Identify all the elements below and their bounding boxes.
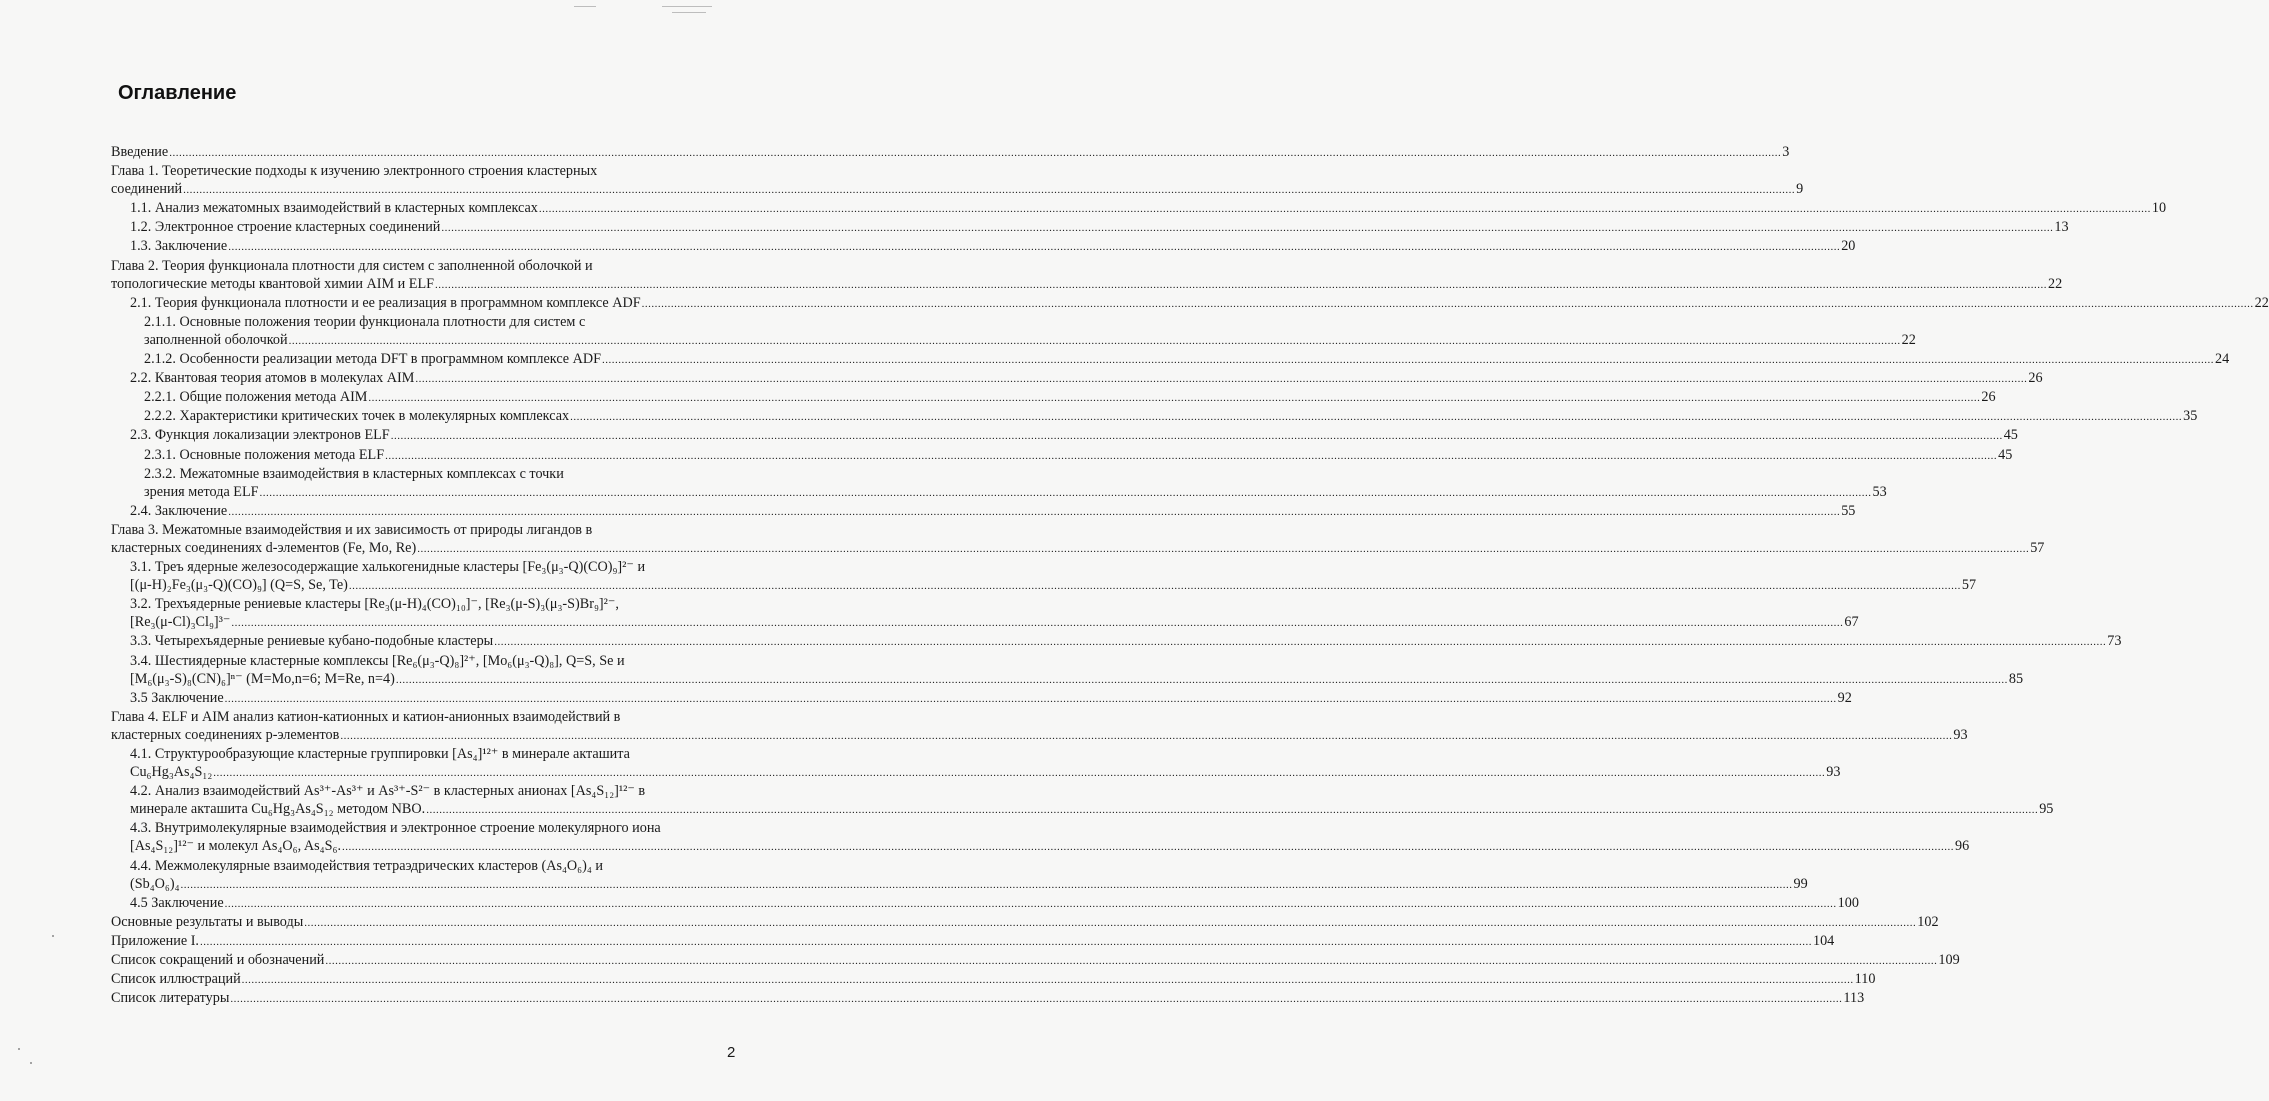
toc-page-number: 35 [2183, 408, 2198, 425]
toc-entry-text: 2.2. Квантовая теория атомов в молекулах AIM [130, 370, 415, 387]
toc-page-number: 102 [1917, 913, 1939, 930]
toc-entry-text: Глава 2. Теория функционала плотности для систем с заполненной оболочкой и [111, 257, 593, 274]
dot-leader [230, 990, 1842, 1008]
toc-page-number: 95 [2039, 801, 2054, 818]
scan-speck [18, 1048, 20, 1050]
dot-leader [183, 181, 1795, 199]
dot-leader [426, 801, 2038, 819]
toc-entry[interactable] [111, 199, 2167, 218]
toc-entry-text: (Sb₄O₆)₄ [130, 875, 180, 892]
toc-entry[interactable] [111, 595, 1859, 632]
toc-entry-text: Глава 4. ELF и AIM анализ катион-катионных и катион-анионных взаимодействий в [111, 708, 621, 725]
toc-entry[interactable] [111, 970, 1876, 989]
dot-leader [228, 503, 1840, 521]
toc-entry-text: 4.3. Внутримолекулярные взаимодействия и электронное строение молекулярного иона [130, 820, 661, 837]
dot-leader [289, 332, 1901, 350]
table-of-contents [111, 143, 2269, 1008]
toc-entry[interactable] [111, 689, 1852, 708]
toc-entry-text: Глава 3. Межатомные взаимодействия и их зависимость от природы лигандов в [111, 521, 593, 538]
toc-entry-text: 4.5 Заключение [130, 894, 224, 911]
toc-entry-text: 2.2.2. Характеристики критических точек в молекулярных комплексах [144, 408, 570, 425]
toc-entry[interactable] [111, 521, 2045, 558]
toc-page-number: 57 [2030, 539, 2045, 556]
toc-entry[interactable] [111, 143, 1790, 162]
toc-entry-text: топологические методы квантовой химии AIM и ELF [111, 275, 435, 292]
toc-entry-text: [As₄S₁₂]¹²⁻ и молекул As₄O₆, As₄S₆. [130, 838, 341, 855]
toc-entry-text: зрения метода ELF [144, 483, 259, 500]
toc-entry[interactable] [111, 257, 2063, 294]
dot-leader [228, 238, 1840, 256]
toc-page-number: 22 [1901, 331, 1916, 348]
toc-entry-text: 2.3.1. Основные положения метода ELF [144, 446, 385, 463]
dot-leader [441, 219, 2053, 237]
toc-entry-text: Приложение I. [111, 932, 199, 949]
toc-page-number: 22 [2048, 275, 2063, 292]
toc-entry-text: 1.2. Электронное строение кластерных соединений [130, 219, 441, 236]
dot-leader [385, 447, 1997, 465]
dot-leader [225, 895, 1837, 913]
toc-entry[interactable] [111, 745, 1841, 782]
toc-entry[interactable] [111, 465, 1887, 502]
toc-page-number: 26 [1981, 389, 1996, 406]
toc-entry-text: 4.1. Структурообразующие кластерные группировки [As₄]¹²⁺ в минерале акташита [130, 746, 630, 762]
dot-leader [539, 200, 2151, 218]
toc-page-number: 3 [1782, 144, 1790, 160]
toc-page-number: 53 [1872, 483, 1887, 500]
toc-entry-text: Глава 1. Теоретические подходы к изучению электронного строения кластерных [111, 163, 598, 180]
toc-page-number: 57 [1961, 577, 1977, 594]
toc-entry[interactable] [111, 932, 1835, 951]
toc-entry-text: 2.4. Заключение [130, 502, 228, 519]
toc-page-number: 9 [1796, 181, 1804, 198]
toc-entry-text: 2.1. Теория функционала плотности и ее реализация в программном комплексе ADF [130, 294, 641, 311]
page-title: Оглавление [118, 82, 237, 104]
toc-entry-text: соединений [111, 181, 183, 198]
toc-entry-text: 2.1.1. Основные положения теории функционала плотности для систем с [144, 313, 586, 330]
dot-leader [169, 144, 1781, 162]
toc-entry[interactable] [111, 502, 1856, 521]
dot-leader [396, 671, 2008, 689]
dot-leader [342, 838, 1954, 856]
toc-page-number: 99 [1793, 875, 1808, 892]
toc-page-number: 109 [1938, 952, 1960, 969]
toc-entry[interactable] [111, 558, 1977, 595]
toc-entry-text: 1.1. Анализ межатомных взаимодействий в кластерных комплексах [130, 200, 538, 217]
toc-entry-text: заполненной оболочкой [144, 331, 288, 348]
toc-page-number: 104 [1812, 932, 1835, 949]
dot-leader [642, 295, 2254, 313]
dot-leader [340, 727, 1952, 745]
toc-page-number: 67 [1844, 614, 1859, 631]
toc-entry-text: 3.4. Шестиядерные кластерные комплексы [Re₆(μ₃-Q)₈]²⁺, [Mo₆(μ₃-Q)₈], Q=S, Se и [130, 652, 625, 669]
toc-entry[interactable] [111, 446, 2013, 465]
toc-page-number: 85 [2008, 670, 2024, 687]
toc-entry[interactable] [111, 708, 1968, 745]
dot-leader [200, 933, 1812, 951]
dot-leader [368, 389, 1980, 407]
toc-entry[interactable] [111, 652, 2024, 689]
toc-entry-text: 3.2. Трехъядерные рениевые кластеры [Re₃(μ-H)₄(CO)₁₀]⁻, [Re₃(μ-S)₃(μ₃-S)Br₉]²⁻, [130, 596, 619, 613]
toc-entry-text: [Re₃(μ-Cl)₃Cl₉]³⁻ [130, 614, 231, 631]
scan-mark-top-3 [672, 12, 706, 13]
toc-page-number: 92 [1837, 689, 1852, 706]
toc-page-number: 110 [1854, 971, 1876, 988]
dot-leader [391, 427, 2003, 445]
dot-leader [325, 952, 1937, 970]
toc-entry-text: Основные результаты и выводы [111, 913, 304, 930]
toc-entry-text: Cu₆Hg₃As₄S₁₂ [130, 764, 213, 781]
toc-entry-text: 4.4. Межмолекулярные взаимодействия тетраэдрических кластеров (As₄O₆)₄ и [130, 857, 603, 874]
scan-mark-top-1 [574, 6, 596, 7]
toc-entry-text: 2.3.2. Межатомные взаимодействия в кластерных комплексах с точки [144, 465, 564, 482]
toc-entry[interactable] [111, 426, 2018, 445]
toc-entry[interactable] [111, 350, 2230, 369]
toc-page-number: 22 [2254, 294, 2269, 311]
dot-leader [304, 914, 1916, 932]
scan-speck [52, 935, 54, 937]
toc-entry-text: Введение [111, 144, 169, 160]
toc-entry-text: 4.2. Анализ взаимодействий As³⁺-As³⁺ и As³⁺-S²⁻ в кластерных анионах [As₄S₁₂]¹²⁻ в [130, 783, 646, 800]
toc-page-number: 13 [2054, 219, 2069, 236]
dot-leader [349, 577, 1961, 595]
toc-entry-text: 3.5 Заключение [130, 689, 224, 706]
toc-page-number: 93 [1953, 726, 1968, 743]
dot-leader [417, 540, 2029, 558]
dot-leader [181, 876, 1793, 894]
toc-entry[interactable] [111, 313, 1916, 350]
toc-entry-text: [(μ-H)₂Fe₃(μ₃-Q)(CO)₉] (Q=S, Se, Te) [130, 577, 348, 594]
toc-entry-text: кластерных соединениях d-элементов (Fe, Mo, Re) [111, 539, 417, 556]
toc-page-number: 45 [1998, 446, 2013, 463]
toc-entry[interactable] [111, 237, 1856, 256]
toc-entry[interactable] [111, 369, 2043, 388]
toc-page-number: 20 [1841, 238, 1856, 255]
toc-entry[interactable] [111, 218, 2069, 237]
dot-leader [435, 276, 2047, 294]
toc-page-number: 45 [2003, 427, 2018, 444]
toc-entry-text: Список иллюстраций [111, 971, 241, 988]
toc-entry[interactable] [111, 162, 1804, 199]
toc-entry[interactable] [111, 407, 2198, 426]
dot-leader [213, 764, 1825, 782]
page-number: 2 [727, 1044, 736, 1061]
toc-page-number: 55 [1841, 502, 1856, 519]
dot-leader [260, 484, 1872, 502]
toc-entry[interactable] [111, 819, 1970, 856]
scan-mark-top-2 [662, 6, 712, 7]
toc-page-number: 96 [1955, 838, 1970, 855]
toc-entry-text: Список сокращений и обозначений [111, 952, 325, 969]
dot-leader [231, 614, 1843, 632]
toc-page-number: 93 [1826, 764, 1841, 781]
toc-entry-text: 2.1.2. Особенности реализации метода DFT в программном комплексе ADF [144, 351, 602, 368]
dot-leader [225, 690, 1837, 708]
toc-entry[interactable] [111, 857, 1808, 894]
toc-entry[interactable] [111, 951, 1960, 970]
toc-page-number: 26 [2028, 370, 2043, 387]
dot-leader [570, 408, 2182, 426]
toc-entry-text: 2.3. Функция локализации электронов ELF [130, 427, 390, 444]
toc-entry[interactable] [111, 782, 2054, 819]
toc-entry-text: 3.3. Четырехъядерные рениевые кубано-подобные кластеры [130, 633, 494, 650]
toc-page-number: 73 [2107, 633, 2122, 650]
toc-entry-text: кластерных соединениях р-элементов [111, 726, 340, 743]
dot-leader [602, 351, 2214, 369]
toc-entry[interactable] [111, 294, 2269, 313]
toc-entry[interactable] [111, 632, 2122, 651]
toc-page-number: 100 [1837, 894, 1859, 911]
scan-speck [30, 1062, 32, 1064]
dot-leader [242, 971, 1854, 989]
toc-entry-text: Список литературы [111, 990, 230, 1007]
toc-entry[interactable] [111, 913, 1939, 932]
toc-page-number: 24 [2215, 351, 2230, 368]
toc-entry[interactable] [111, 388, 1996, 407]
toc-entry-text: 1.3. Заключение [130, 238, 228, 255]
dot-leader [494, 633, 2106, 651]
toc-entry[interactable] [111, 989, 1865, 1008]
dot-leader [415, 370, 2027, 388]
toc-page-number: 113 [1843, 990, 1865, 1007]
toc-page-number: 10 [2151, 200, 2167, 217]
toc-entry-text: 2.2.1. Общие положения метода AIM [144, 389, 368, 406]
toc-entry-text: минерале акташита Cu₆Hg₃As₄S₁₂ методом NBO. [130, 801, 426, 818]
toc-entry-text: [M₆(μ₃-S)₈(CN)₆]ⁿ⁻ (M=Mo,n=6; M=Re, n=4) [130, 670, 395, 687]
toc-entry-text: 3.1. Треъ ядерные железосодержащие халькогенидные кластеры [Fe₃(μ₃-Q)(CO)₉]²⁻ и [130, 559, 646, 576]
toc-entry[interactable] [111, 894, 1859, 913]
